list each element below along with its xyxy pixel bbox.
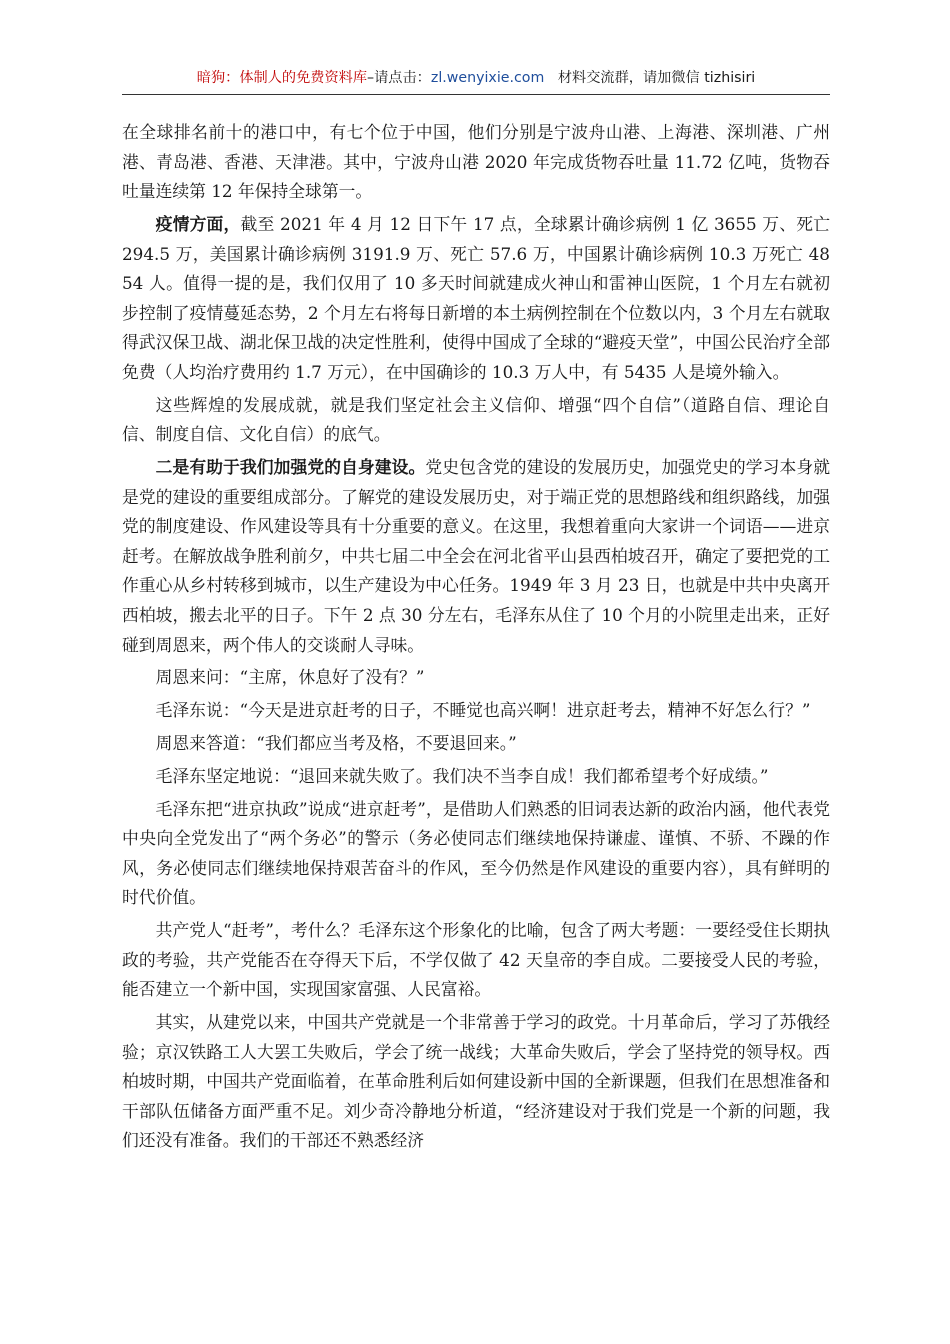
paragraph-text: 共产党人“赶考”，考什么？毛泽东这个形象化的比喻，包含了两大考题：一要经受住长期执政的考验，共产党能否在夺得天下后，不学仅做了 42 天皇帝的李自成。二要接受人民的考验，能否建立一个新中国，实现国家富强、人民富裕。 [122,920,830,1000]
paragraph-text: 毛泽东把“进京执政”说成“进京赶考”，是借助人们熟悉的旧词表达新的政治内涵，他代表党中央向全党发出了“两个务必”的警示（务必使同志们继续地保持谦虚、谨慎、不骄、不躁的作风，务必使同志们继续地保持艰苦奋斗的作风，至今仍然是作风建设的重要内容），具有鲜明的时代价值。 [122,798,830,908]
header-click-prompt: –请点击： [367,70,431,86]
page-header [122,66,830,90]
header-url-link[interactable]: zl.wenyixie.com [430,70,545,86]
paragraph-text: 这些辉煌的发展成就，就是我们坚定社会主义信仰、增强“四个自信”（道路自信、理论自信、制度自信、文化自信）的底气。 [122,394,830,445]
paragraph [122,453,830,660]
paragraph [122,696,830,726]
paragraph-text: 在全球排名前十的港口中，有七个位于中国，他们分别是宁波舟山港、上海港、深圳港、广州港、青岛港、香港、天津港。其中，宁波舟山港 2020 年完成货物吞吐量 11.72 亿吨，货物吞吐量连续第 12 年保持全球第一。 [122,122,830,202]
paragraph-text: 毛泽东说：“今天是进京赶考的日子，不睡觉也高兴啊！进京赶考去，精神不好怎么行？” [155,700,811,721]
paragraph-text: 截至 2021 年 4 月 12 日下午 17 点，全球累计确诊病例 1 亿 3655 万、死亡 294.5 万，美国累计确诊病例 3191.9 万、死亡 57.6 万，中国累计确诊病例 10.3 万死亡 4854 人。值得一提的是，我们仅用了 10 多天时间就建成火神山和雷神山医院，1 个月左右就初步控制了疫情蔓延态势，2 个月左右将每日新增的本土病例控制在个位数以内，3 个月左右就取得武汉保卫战、湖北保卫战的决定性胜利，使得中国成了全球的“避疫天堂”，中国公民治疗全部免费（人均治疗费用约 1.7 万元），在中国确诊的 10.3 万人中，有 5435 人是境外输入。 [122,213,830,382]
paragraph-lead: 二是有助于我们加强党的自身建设。 [155,457,426,478]
paragraph [122,795,830,913]
paragraph-text: 其实，从建党以来，中国共产党就是一个非常善于学习的政党。十月革命后，学习了苏俄经验；京汉铁路工人大罢工失败后，学会了统一战线；大革命失败后，学会了坚持党的领导权。西柏坡时期，中国共产党面临着，在革命胜利后如何建设新中国的全新课题，但我们在思想准备和干部队伍储备方面严重不足。刘少奇冷静地分析道，“经济建设对于我们党是一个新的问题，我们还没有准备。我们的干部还不熟悉经济 [122,1012,830,1151]
paragraph [122,762,830,792]
paragraph [122,210,830,388]
header-wechat-note: 材料交流群，请加微信 tizhisiri [557,70,756,86]
paragraph [122,729,830,759]
paragraph-text: 周恩来问：“主席，休息好了没有？” [155,667,425,688]
paragraph-text: 党史包含党的建设的发展历史，加强党史的学习本身就是党的建设的重要组成部分。了解党的建设发展历史，对于端正党的思想路线和组织路线，加强党的制度建设、作风建设等具有十分重要的意义。在这里，我想着重向大家讲一个词语——进京赶考。在解放战争胜利前夕，中共七届二中全会在河北省平山县西柏坡召开，确定了要把党的工作重心从乡村转移到城市，以生产建设为中心任务。1949 年 3 月 23 日，也就是中共中央离开西柏坡，搬去北平的日子。下午 2 点 30 分左右，毛泽东从住了 10 个月的小院里走出来，正好碰到周恩来，两个伟人的交谈耐人寻味。 [122,457,830,655]
header-divider [122,94,830,95]
header-site-name: 暗狗：体制人的免费资料库 [196,70,368,86]
paragraph-text: 毛泽东坚定地说：“退回来就失败了。我们决不当李自成！我们都希望考个好成绩。” [155,765,769,786]
paragraph [122,118,830,207]
paragraph [122,916,830,1005]
paragraph-text: 周恩来答道：“我们都应当考及格，不要退回来。” [155,733,517,753]
document-body [122,118,830,1159]
paragraph [122,663,830,693]
paragraph [122,1008,830,1156]
paragraph [122,391,830,450]
paragraph-lead: 疫情方面， [155,213,241,234]
